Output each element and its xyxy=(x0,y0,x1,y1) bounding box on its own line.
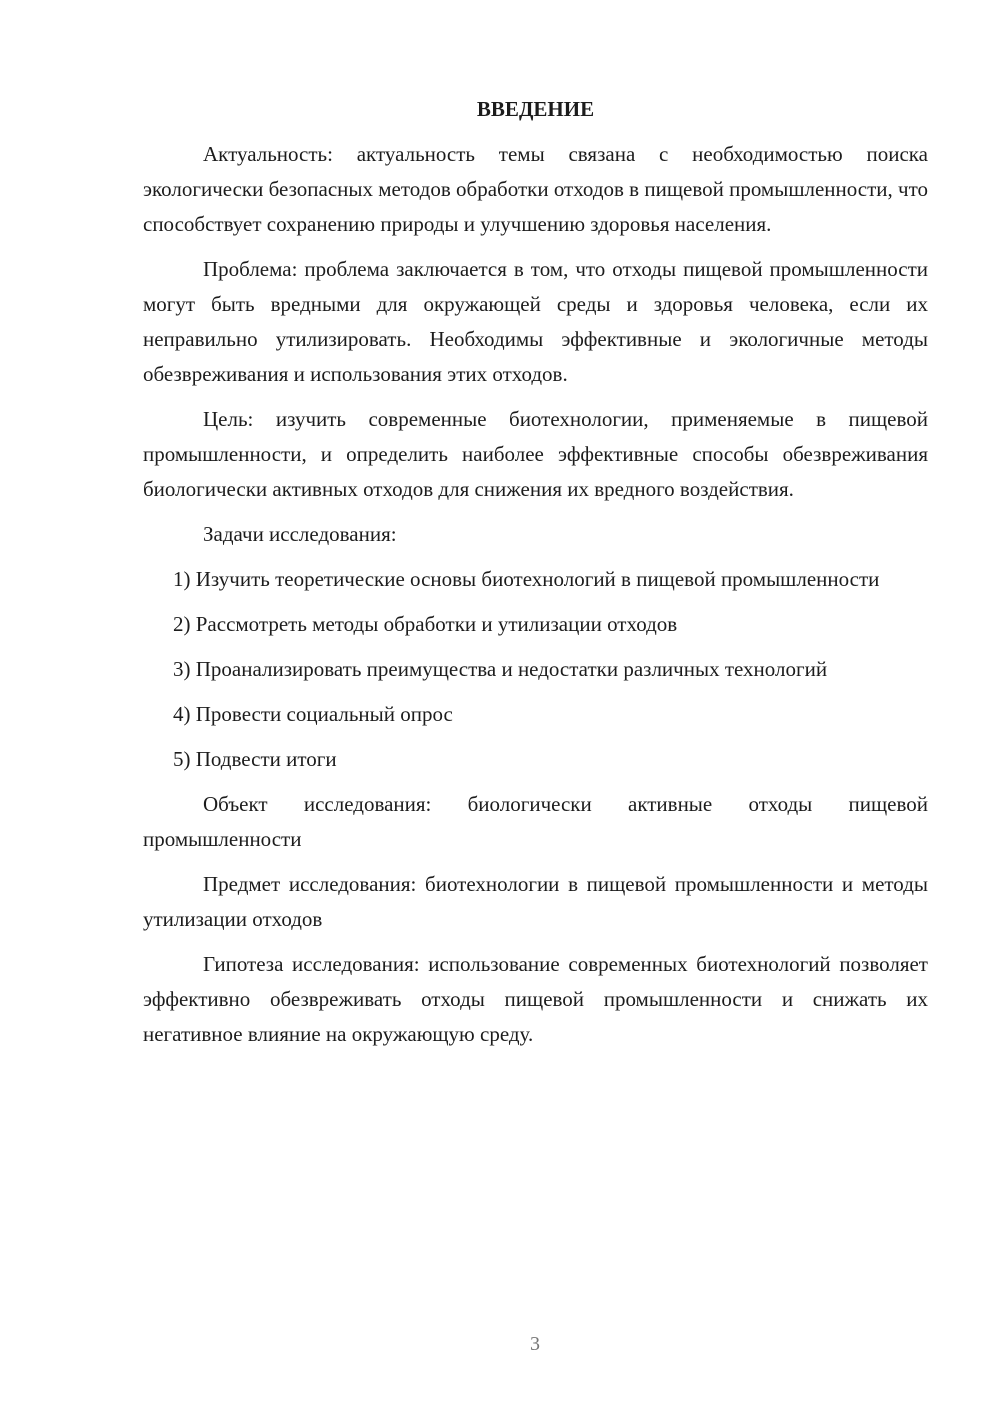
task-item-1: 1) Изучить теоретические основы биотехнологий в пищевой промышленности xyxy=(173,567,880,591)
paragraph-relevance: Актуальность: актуальность темы связана с необходимостью поиска экологически безопасных методов обработки отходов в пищевой промышленности, что способствует сохранению природы и улучшению здоровья населения. xyxy=(143,142,928,236)
task-item-3: 3) Проанализировать преимущества и недостатки различных технологий xyxy=(173,657,828,681)
paragraph-subject: Предмет исследования: биотехнологии в пищевой промышленности и методы утилизации отходов xyxy=(143,872,928,931)
paragraph-hypothesis: Гипотеза исследования: использование современных биотехнологий позволяет эффективно обезвреживать отходы пищевой промышленности и снижать их негативное влияние на окружающую среду. xyxy=(143,952,928,1046)
task-item-5: 5) Подвести итоги xyxy=(173,747,337,771)
page-number: 3 xyxy=(530,1333,540,1355)
task-item-2: 2) Рассмотреть методы обработки и утилизации отходов xyxy=(173,612,678,636)
section-title: ВВЕДЕНИЕ xyxy=(476,97,595,121)
task-item-4: 4) Провести социальный опрос xyxy=(173,702,453,726)
paragraph-tasks-heading: Задачи исследования: xyxy=(203,522,397,546)
paragraph-goal: Цель: изучить современные биотехнологии, применяемые в пищевой промышленности, и определить наиболее эффективные способы обезвреживания биологически активных отходов для снижения их вредного воздействия. xyxy=(143,407,928,501)
document-page xyxy=(143,92,928,1062)
paragraph-object: Объект исследования: биологически активные отходы пищевой промышленности xyxy=(143,792,928,851)
paragraph-problem: Проблема: проблема заключается в том, что отходы пищевой промышленности могут быть вредными для окружающей среды и здоровья человека, если их неправильно утилизировать. Необходимы эффективные и экологичные методы обезвреживания и использования этих отходов. xyxy=(143,257,928,386)
